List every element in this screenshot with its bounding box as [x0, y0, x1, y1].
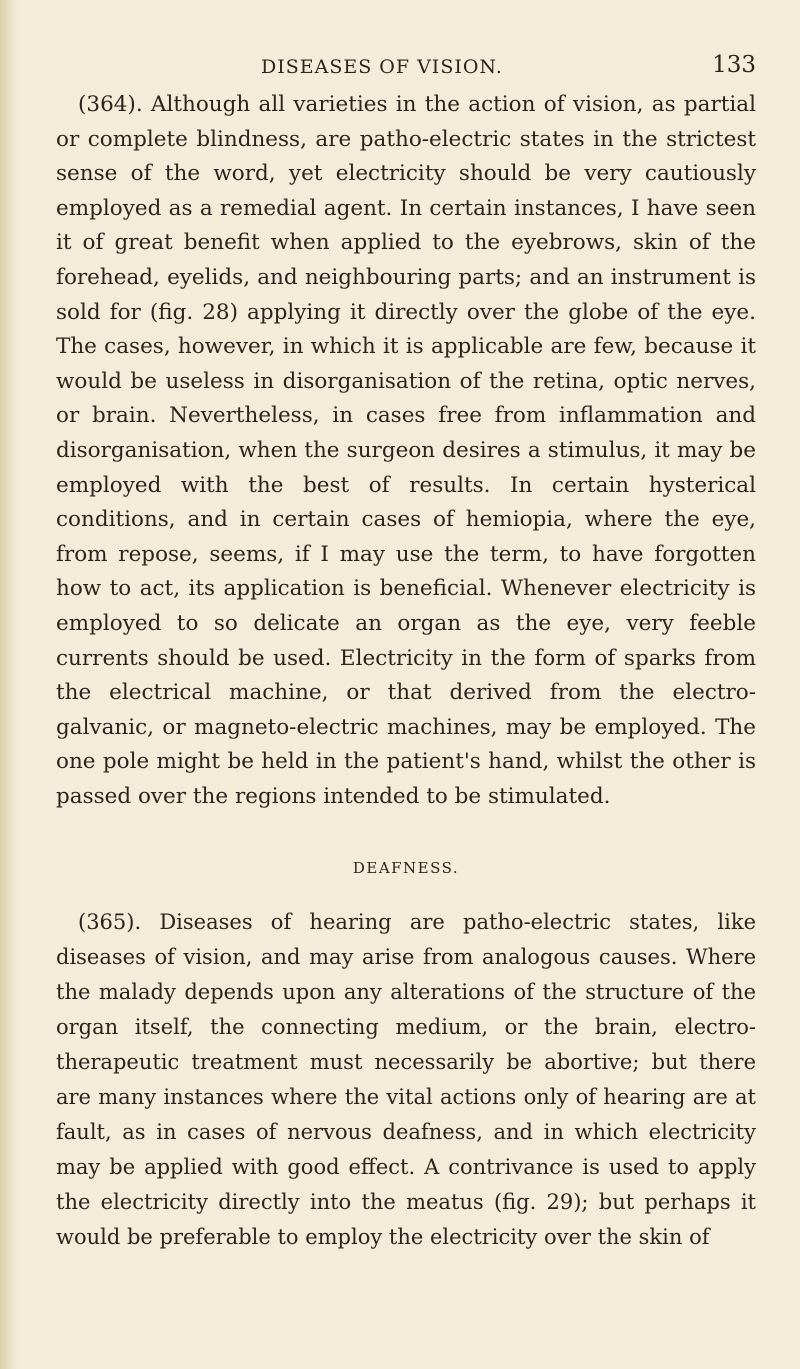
page-number: 133	[712, 52, 756, 78]
page-edge	[0, 0, 18, 1369]
book-page	[56, 40, 756, 1255]
paragraph-365: (365). Diseases of hearing are patho-electric states, like diseases of vision, and may arise from analogous causes. Where the malady depends upon any alterations of the structure of the organ itself, the connecting medium, or the brain, electro-therapeutic treatment must necessarily be abortive; but there are many instances where the vital actions only of hearing are at fault, as in cases of nervous deafness, and in which electricity may be applied with good effect. A contrivance is used to apply the electricity directly into the meatus (fig. 29); but perhaps it would be preferable to employ the electricity over the skin of	[56, 910, 756, 1250]
running-head	[56, 40, 756, 88]
paragraph-364: (364). Although all varieties in the action of vision, as partial or complete blindness, are patho-electric states in the strictest sense of the word, yet electricity should be very cautiously employed as a remedial agent. In certain instances, I have seen it of great benefit when applied to the eyebrows, skin of the forehead, eyelids, and neighbouring parts; and an instrument is sold for (fig. 28) applying it directly over the globe of the eye. The cases, however, in which it is applicable are few, because it would be useless in disorganisation of the retina, optic nerves, or brain. Nevertheless, in cases free from inflammation and disorganisation, when the surgeon desires a stimulus, it may be employed with the best of results. In certain hysterical conditions, and in certain cases of hemiopia, where the eye, from repose, seems, if I may use the term, to have forgotten how to act, its application is beneficial. Whenever electricity is employed to so delicate an organ as the eye, very feeble currents should be used. Electricity in the form of sparks from the electrical machine, or that derived from the electro-galvanic, or magneto-electric machines, may be employed. The one pole might be held in the patient's hand, whilst the other is passed over the regions intended to be stimulated.	[56, 92, 756, 809]
section-heading-deafness: DEAFNESS.	[352, 859, 460, 878]
running-title: DISEASES OF VISION.	[261, 56, 503, 78]
